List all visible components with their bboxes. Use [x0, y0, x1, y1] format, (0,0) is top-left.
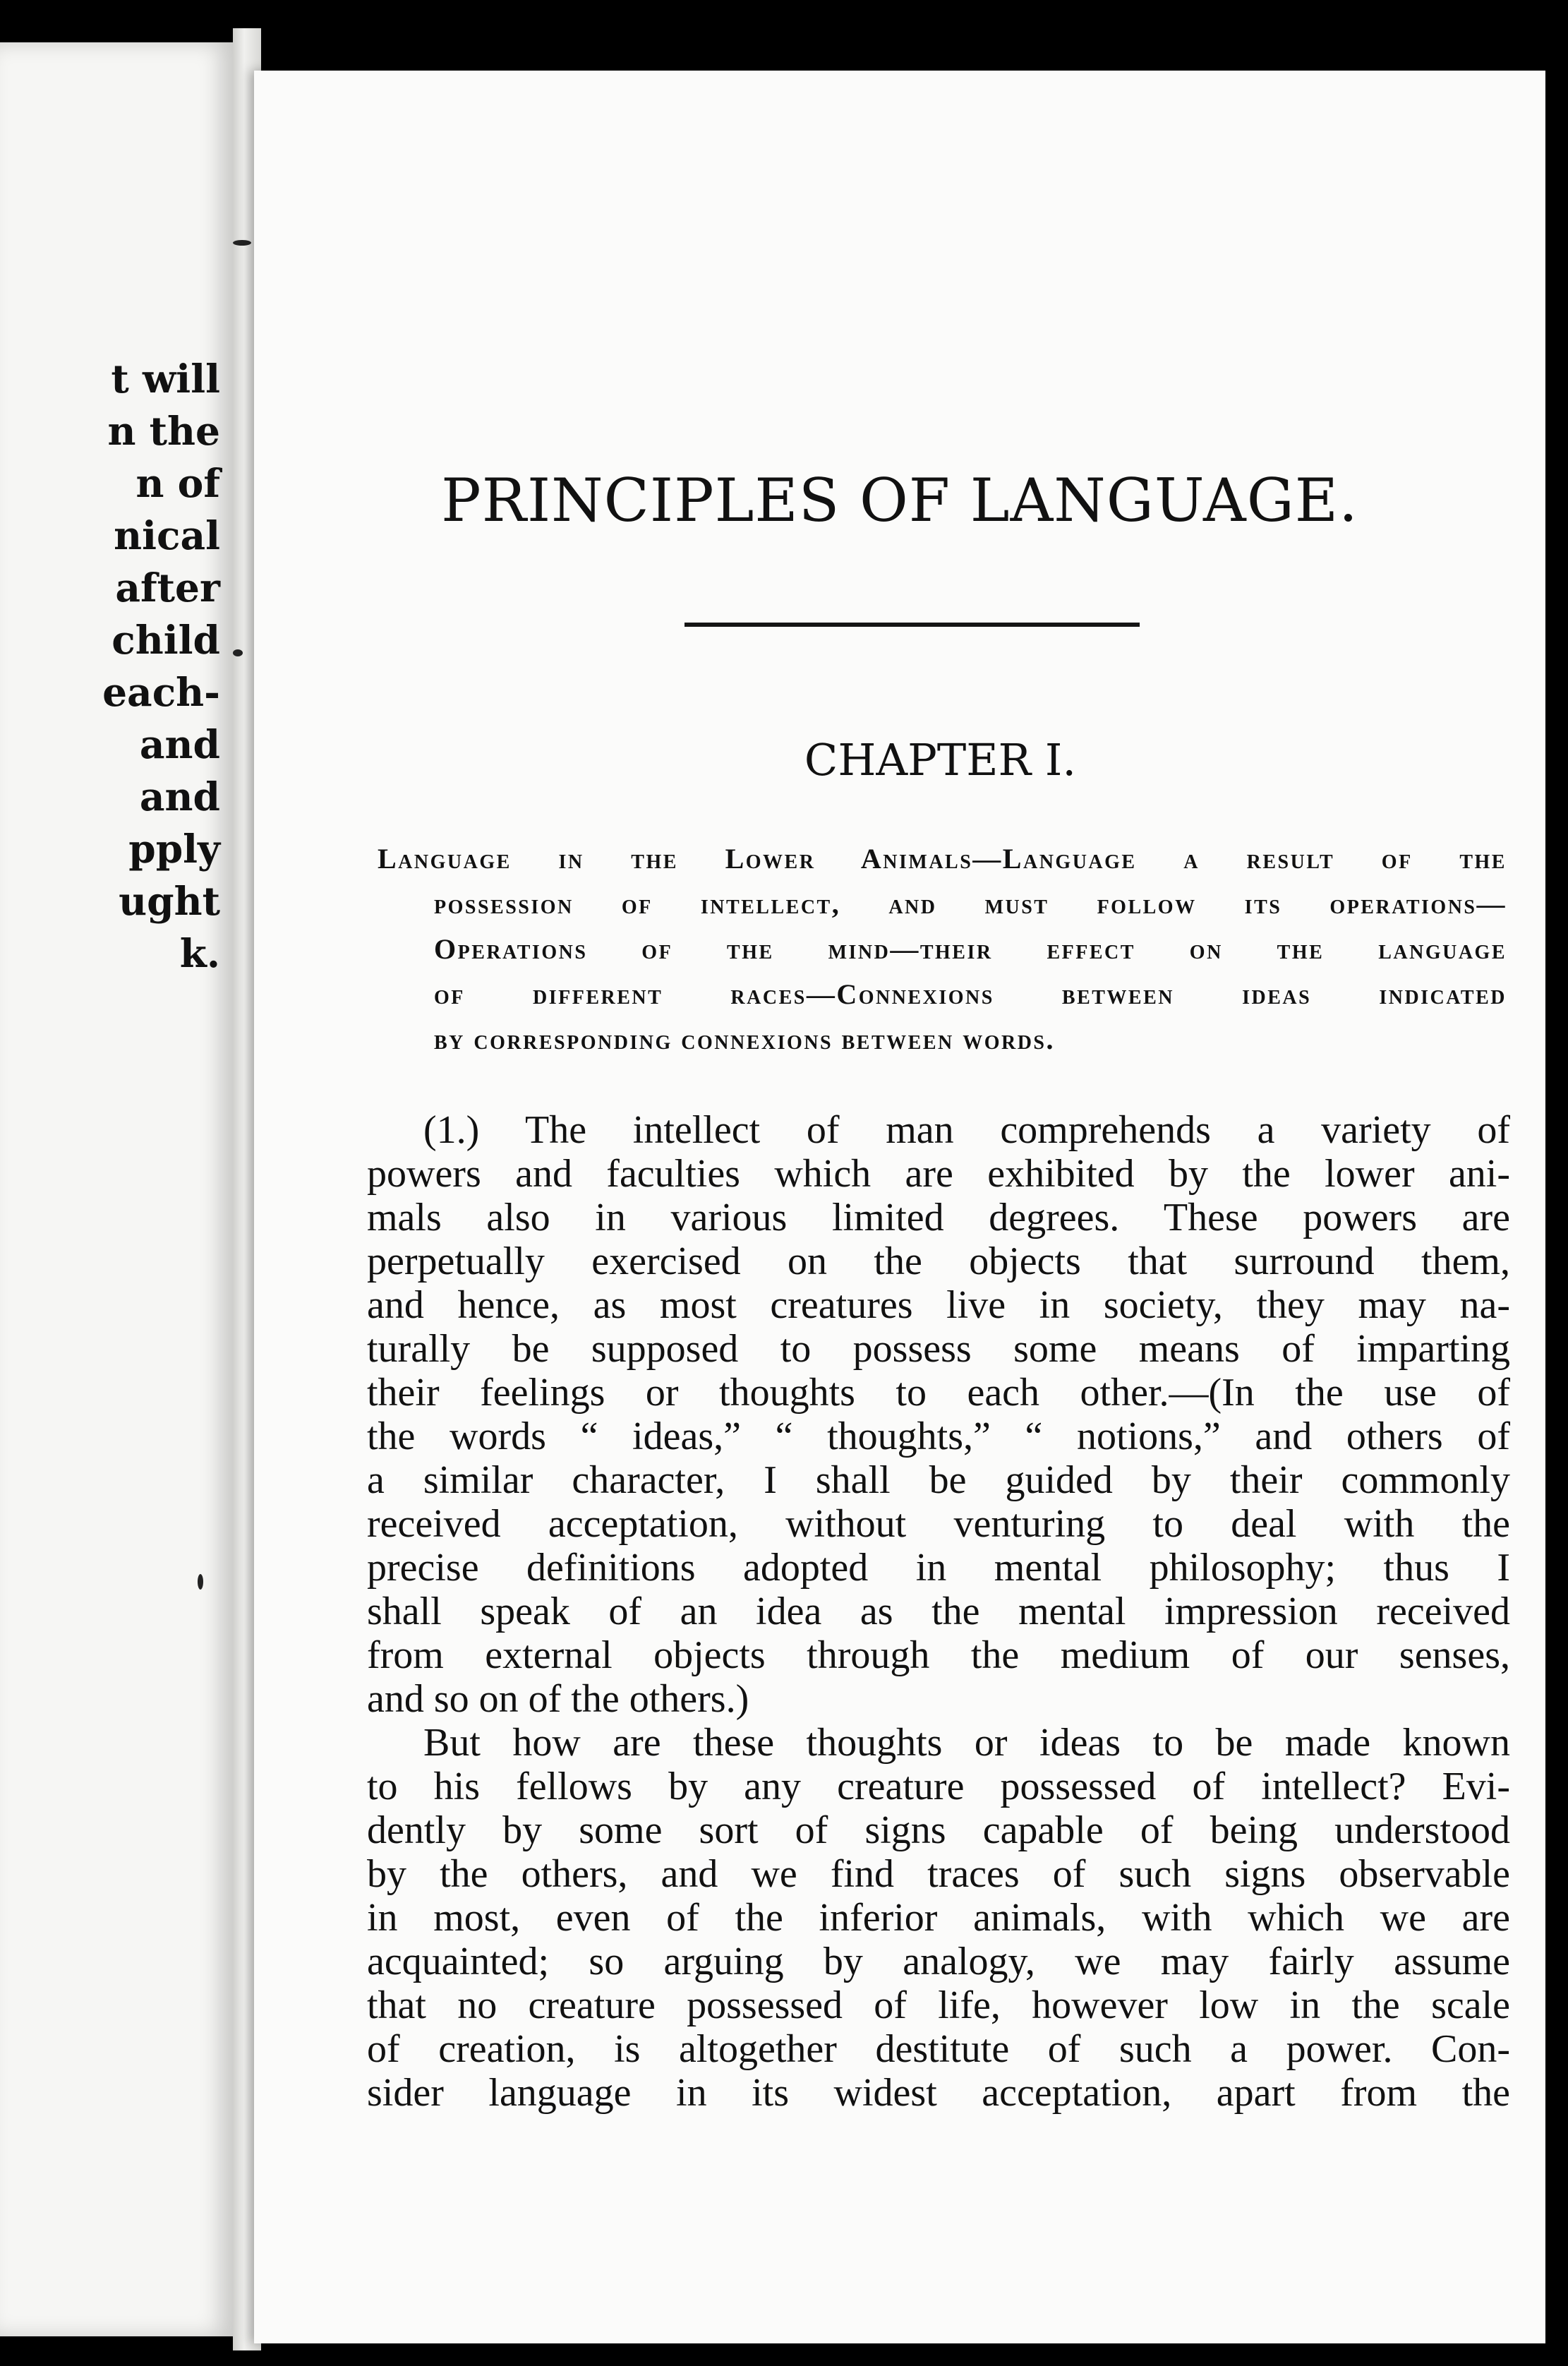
ink-speck — [233, 649, 243, 656]
body-line: to his fellows by any creature possessed of intellect? Evi- — [367, 1765, 1510, 1808]
body-line: (1.) The intellect of man comprehends a variety of — [423, 1108, 1510, 1152]
body-line: their feelings or thoughts to each other.—(In the use of — [367, 1371, 1510, 1415]
left-line: pply — [128, 826, 220, 872]
body-line: dently by some sort of signs capable of being understood — [367, 1808, 1510, 1852]
left-line: ught — [119, 878, 220, 924]
left-line: n of — [135, 460, 220, 506]
chapter-heading: CHAPTER I. — [804, 734, 1077, 786]
body-line: mals also in various limited degrees. These powers are — [367, 1196, 1510, 1239]
ink-speck — [233, 240, 251, 246]
chapter-summary — [378, 836, 1507, 1062]
body-line: from external objects through the medium of our senses, — [367, 1633, 1510, 1677]
body-line: shall speak of an idea as the mental impression received — [367, 1590, 1510, 1633]
body-line: that no creature possessed of life, however low in the scale — [367, 1983, 1510, 2027]
left-page-text — [8, 353, 220, 980]
left-line: k. — [179, 930, 220, 976]
left-line: after — [115, 565, 220, 611]
body-line: acquainted; so arguing by analogy, we may fairly assume — [367, 1940, 1510, 1983]
book-title: PRINCIPLES OF LANGUAGE. — [441, 466, 1358, 535]
body-line: received acceptation, without venturing to deal with the — [367, 1502, 1510, 1546]
ink-speck — [198, 1574, 203, 1590]
summary-line: possession of intellect, and must follow its operations— — [434, 888, 1507, 920]
left-line: and — [139, 721, 220, 767]
body-line: and hence, as most creatures live in society, they may na- — [367, 1283, 1510, 1327]
summary-line: Operations of the mind—their effect on the language — [434, 933, 1507, 965]
left-line: child — [111, 617, 220, 663]
body-line: of creation, is altogether destitute of such a power. Con- — [367, 2027, 1510, 2071]
body-line: a similar character, I shall be guided by their commonly — [367, 1458, 1510, 1502]
summary-line: of different races—Connexions between ideas indicated — [434, 978, 1507, 1010]
title-rule — [685, 623, 1140, 627]
left-line: t will — [111, 356, 220, 402]
left-facing-page — [0, 42, 233, 2336]
body-line: and so on of the others.) — [367, 1677, 749, 1721]
body-line: turally be supposed to possess some means of imparting — [367, 1327, 1510, 1371]
body-line: the words “ ideas,” “ thoughts,” “ notions,” and others of — [367, 1415, 1510, 1458]
body-line: precise definitions adopted in mental philosophy; thus I — [367, 1546, 1510, 1590]
body-line: But how are these thoughts or ideas to be made known — [423, 1721, 1510, 1765]
summary-line: Language in the Lower Animals—Language a result of the — [378, 843, 1507, 875]
left-line: nical — [114, 512, 220, 558]
left-line: n the — [107, 408, 220, 454]
right-page — [254, 71, 1545, 2343]
body-line: sider language in its widest acceptation, apart from the — [367, 2071, 1510, 2115]
body-line: powers and faculties which are exhibited by the lower ani- — [367, 1152, 1510, 1196]
left-line: each- — [102, 669, 220, 715]
left-line: and — [139, 774, 220, 819]
summary-line: by corresponding connexions between words. — [434, 1023, 1056, 1055]
body-text — [367, 1108, 1510, 2115]
body-line: by the others, and we find traces of such signs observable — [367, 1852, 1510, 1896]
body-line: in most, even of the inferior animals, with which we are — [367, 1896, 1510, 1940]
body-line: perpetually exercised on the objects that surround them, — [367, 1239, 1510, 1283]
